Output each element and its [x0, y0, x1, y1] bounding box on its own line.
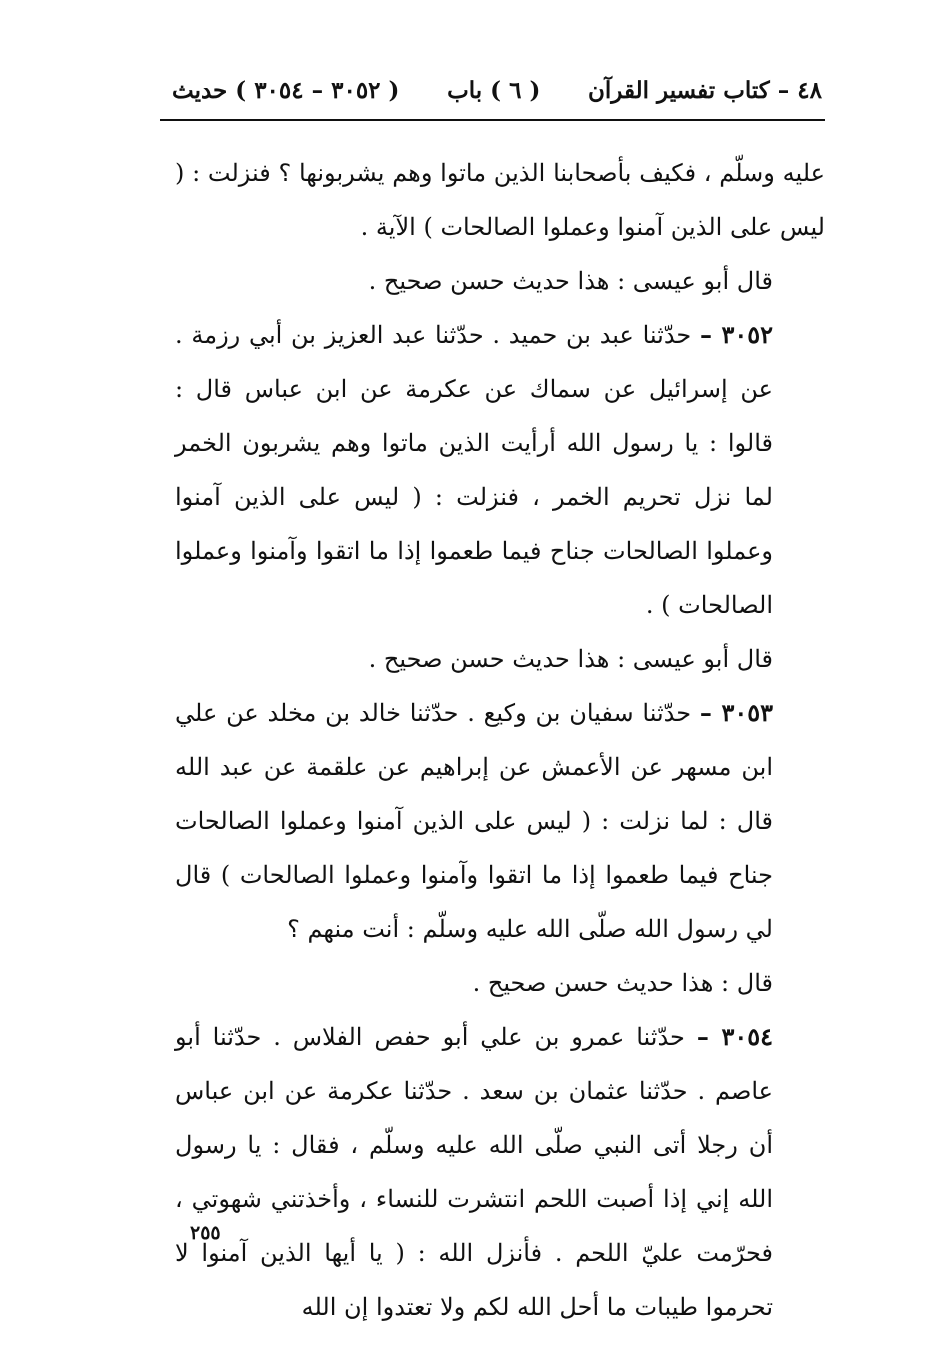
continued-paragraph: عليه وسلّم ، فكيف بأصحابنا الذين ماتوا وهم يشربونها ؟ فنزلت : ( ليس على الذين آمنوا وعملوا الصالحات ) الآية .: [175, 159, 825, 241]
header-chapter: ( ٦ ) باب: [447, 76, 541, 104]
running-header: [172, 70, 822, 110]
grading-note: قال أبو عيسى : هذا حديث حسن صحيح .: [368, 645, 773, 673]
hadith-3054: [175, 1010, 825, 1334]
hadith-number: ٣٠٥٤ –: [696, 1022, 773, 1051]
hadith-text: حدّثنا سفيان بن وكيع . حدّثنا خالد بن مخلد عن علي ابن مسهر عن الأعمش عن إبراهيم عن علقمة عن عبد الله قال : لما نزلت : ( ليس على الذين آمنوا وعملوا الصالحات جناح فيما طعموا إذا ما اتقوا وآمنوا وعملوا الصالحات ) قال لي رسول الله صلّى الله عليه وسلّم : أنت منهم ؟: [175, 699, 773, 943]
hadith-text: حدّثنا عمرو بن علي أبو حفص الفلاس . حدّثنا أبو عاصم . حدّثنا عثمان بن سعد . حدّثنا عكرمة عن ابن عباس أن رجلا أتى النبي صلّى الله عليه وسلّم ، فقال : يا رسول الله إني إذا أصبت اللحم انتشرت للنساء ، وأخذتني شهوتي ، فحرّمت عليّ اللحم . فأنزل الله : ( يا أيها الذين آمنوا لا تحرموا طيبات ما أحل الله لكم ولا تعتدوا إن الله: [175, 1023, 773, 1321]
header-book-title: ٤٨ – كتاب تفسير القرآن: [588, 76, 822, 104]
hadith-3052: [175, 308, 825, 632]
hadith-3053: [175, 686, 825, 956]
hadith-text: حدّثنا عبد بن حميد . حدّثنا عبد العزيز بن أبي رزمة . عن إسرائيل عن سماك عن عكرمة عن ابن عباس قال : قالوا : يا رسول الله أرأيت الذين ماتوا وهم يشربون الخمر لما نزل تحريم الخمر ، فنزلت : ( ليس على الذين آمنوا وعملوا الصالحات جناح فيما طعموا إذا ما اتقوا وآمنوا وعملوا الصالحات ) .: [175, 321, 773, 619]
hadith-number: ٣٠٥٢ –: [699, 320, 773, 349]
page-number: ٢٥٥: [190, 1222, 221, 1244]
grading-note: قال : هذا حديث حسن صحيح .: [472, 969, 773, 997]
header-divider: [160, 119, 825, 121]
page-body: [175, 146, 825, 1334]
hadith-number: ٣٠٥٣ –: [699, 698, 773, 727]
grading-note: قال أبو عيسى : هذا حديث حسن صحيح .: [368, 267, 773, 295]
header-hadith-range: ( ٣٠٥٢ – ٣٠٥٤ ) حديث: [172, 76, 400, 104]
